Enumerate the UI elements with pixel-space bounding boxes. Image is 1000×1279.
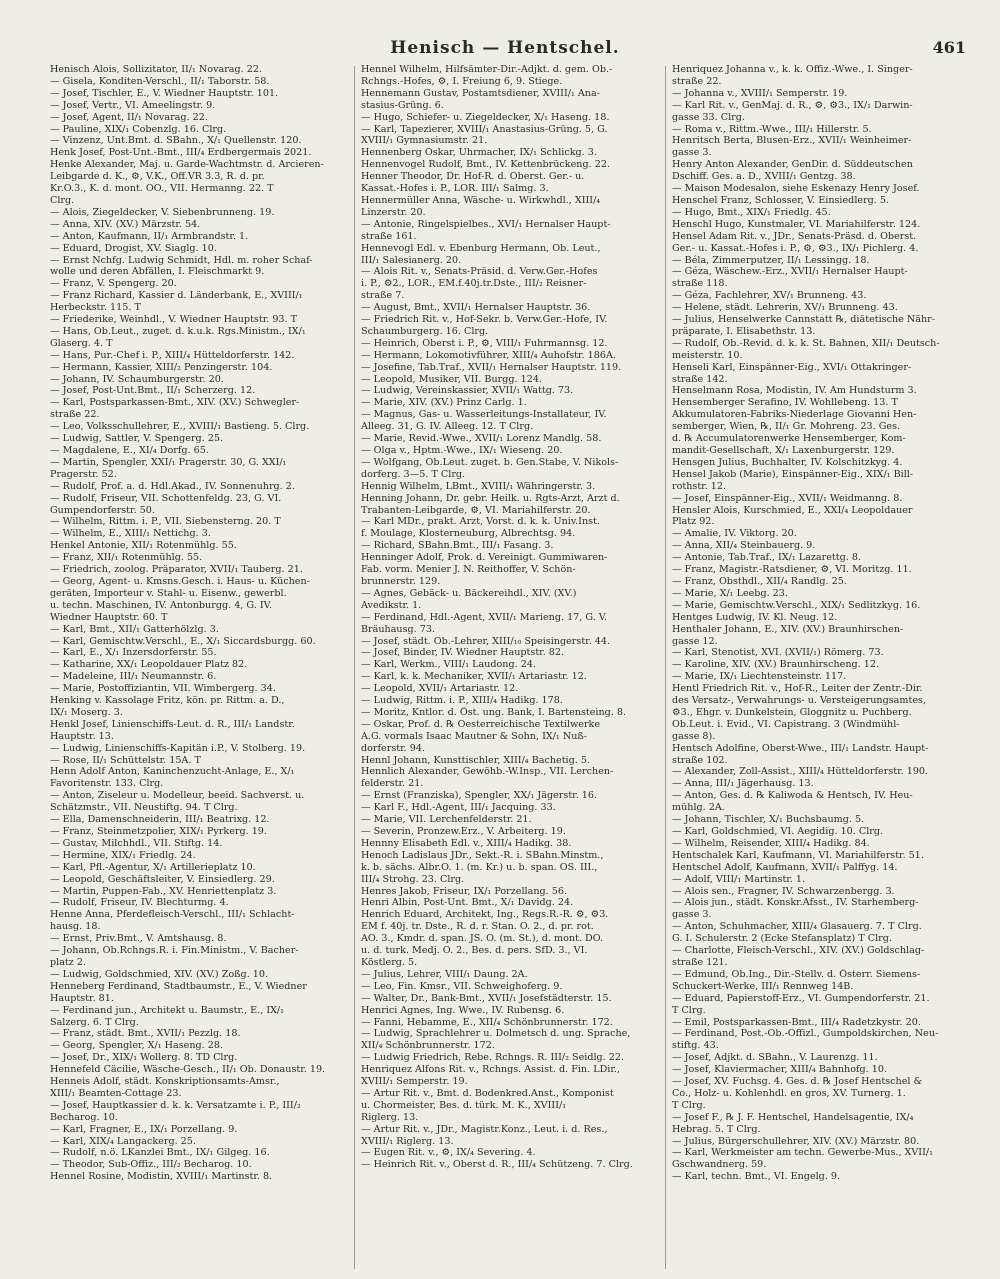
directory-entry-line: — Josef, städt. Ob.-Lehrer, XIII/₁₀ Speisingerstr. 44. <box>361 635 611 647</box>
directory-entry-line: — Julius, Lehrer, VIII/₁ Daung. 2A. <box>361 968 528 980</box>
directory-entry-line: — Josef, Klaviermacher, XIII/₄ Bahnhofg. 10. <box>672 1064 888 1076</box>
directory-entry-line: u. d. turk. Medj. O. 2., Bes. d. pers. SfD. 3., VI. <box>361 945 588 957</box>
directory-entry-line: — Alois sen., Fragner, IV. Schwarzenbergg. 3. <box>672 885 895 897</box>
directory-entry-line: — Rose, II/₁ Schüttelstr. 15A. T <box>50 754 201 766</box>
directory-entry-line: — Ferdinand jun., Architekt u. Baumstr., E., IX/₁ <box>50 1004 285 1016</box>
directory-entry-line: Henthaler Johann, E., XIV. (XV.) Braunhirschen- <box>672 623 904 635</box>
directory-entry-line: — Fanni, Hebamme, E., XII/₄ Schönbrunnerstr. 172. <box>361 1016 613 1028</box>
directory-entry-line: k. b. sächs. Albr.O. 1. (m. Kr.) u. b. span. OS. III., <box>361 861 598 873</box>
directory-entry-line: Kassat.-Hofes i. P., LOR. III/₁ Salmg. 3. <box>361 183 549 195</box>
directory-entry-line: — Hermine, XIX/₁ Friedlg. 24. <box>50 849 196 861</box>
directory-entry-line: III/₄ Strohg. 23. Clrg. <box>361 873 465 885</box>
directory-entry-line: — Marie, IX/₁ Liechtensteinstr. 117. <box>672 671 847 683</box>
directory-entry-line: Henseli Karl, Einspänner-Eig., XVI/₁ Ottakringer- <box>672 361 912 373</box>
directory-entry-line: — Josef, Vertr., VI. Ameelingstr. 9. <box>50 99 216 111</box>
directory-entry-line: straße 7. <box>361 290 405 302</box>
directory-entry-line: — Karl, Postsparkassen-Bmt., XIV. (XV.) Schwegler- <box>50 397 300 409</box>
directory-entry-line: — Anton, Schuhmacher, XIII/₄ Glasauerg. 7. T Clrg. <box>672 921 922 933</box>
directory-entry-line: — Franz, XII/₁ Rotenmühlg. 55. <box>50 552 203 564</box>
directory-entry-line: Hennermüller Anna, Wäsche- u. Wirkwhdl., XIII/₄ <box>361 194 601 206</box>
directory-entry-line: Avedikstr. 1. <box>361 599 422 611</box>
directory-entry-line: Favoritenstr. 133. Clrg. <box>50 778 164 790</box>
directory-entry-line: — Alois, Ziegeldecker, V. Siebenbrunneng. 19. <box>50 206 275 218</box>
column-divider <box>665 66 666 1269</box>
directory-entry-line: — Josef, XV. Fuchsg. 4. Ges. d. ℞ Josef Hentschel & <box>672 1076 923 1088</box>
directory-entry-line: — Johann, IV. Schaumburgerstr. 20. <box>50 373 224 385</box>
directory-entry-line: — Rudolf, Prof. a. d. Hdl.Akad., IV. Sonnenuhrg. 2. <box>50 480 295 492</box>
directory-entry-line: Becharog. 10. <box>50 1111 118 1123</box>
directory-entry-line: Pragerstr. 52. <box>50 468 117 480</box>
directory-entry-line: Hebrag. 5. T Clrg. <box>672 1123 761 1135</box>
directory-entry-line: Henk Josef, Post-Unt.-Bmt., III/₄ Erdbergermais 2021. <box>50 147 312 159</box>
directory-entry-line: Henne Anna, Pferdefleisch-Verschl., III/₁ Schlacht- <box>50 909 295 921</box>
directory-entry-line: — Moritz, Kntlor. d. Öst. ung. Bank, I. Bartensteing. 8. <box>361 706 627 718</box>
directory-entry-line: straße 161. <box>361 230 417 242</box>
directory-entry-line: — Anton, Kaufmann, II/₁ Armbrandstr. 1. <box>50 230 249 242</box>
directory-entry-line: — Georg, Spengler, X/₁ Haseng. 28. <box>50 1040 223 1052</box>
directory-entry-line: XVIII/₁ Riglerg. 13. <box>361 1135 454 1147</box>
column-divider <box>354 66 355 1269</box>
directory-entry-line: — Rudolf, Friseur, IV. Blechturmg. 4. <box>50 897 229 909</box>
directory-entry-line: XVIII/₁ Semperstr. 19. <box>361 1076 468 1088</box>
directory-entry-line: gasse 8). <box>672 730 716 742</box>
directory-entry-line: — Artur Rit. v., Bmt. d. Bodenkred.Anst., Komponist <box>361 1087 614 1099</box>
directory-entry-line: — Hans, Ob.Leut., zuget. d. k.u.k. Rgs.Ministm., IX/₁ <box>50 325 306 337</box>
directory-entry-line: — Maison Modesalon, siehe Eskenazy Henry Josef. <box>672 183 920 195</box>
directory-entry-line: felderstr. 21. <box>361 778 424 790</box>
directory-entry-line: — Johann, Ob.Rchngs.R. i. Fin.Ministm., V. Bacher- <box>50 945 299 957</box>
directory-entry-line: Henneis Adolf, städt. Konskriptionsamts-Amsr., <box>50 1076 280 1088</box>
directory-entry-line: straße 142. <box>672 373 728 385</box>
directory-entry-line: i. P., ⚙2., LOR., EM.f.40j.tr.Dste., III/₂ Reisner- <box>361 278 587 290</box>
directory-entry-line: — Ernst, Priv.Bmt., V. Amtshausg. 8. <box>50 933 227 945</box>
directory-entry-line: — Marie, Gemischtw.Verschl., XIX/₁ Sedlitzkyg. 16. <box>672 599 921 611</box>
directory-entry-line: — Walter, Dr., Bank-Bmt., XVII/₁ Josefstädterstr. 15. <box>361 992 612 1004</box>
directory-entry-line: — Anna, XIV. (XV.) Märzstr. 54. <box>50 218 201 230</box>
directory-entry-line: — Ludwig, Linienschiffs-Kapitän i.P., V. Stolberg. 19. <box>50 742 306 754</box>
directory-entry-line: — Heinrich Rit. v., Oberst d. R., III/₄ Schützeng. 7. Clrg. <box>361 1159 633 1171</box>
directory-entry-line: präparate, I. Elisabethstr. 13. <box>672 325 816 337</box>
directory-entry-line: — Amalie, IV. Viktorg. 20. <box>672 528 797 540</box>
directory-entry-line: — Eduard, Papierstoff-Erz., VI. Gumpendorferstr. 21. <box>672 992 930 1004</box>
directory-entry-line: — Franz, Steinmetzpolier, XIX/₁ Pyrkerg. 19. <box>50 826 267 837</box>
directory-entry-line: Henschl Hugo, Kunstmaler, VI. Mariahilferstr. 124. <box>672 218 921 230</box>
directory-entry-line: Henneberg Ferdinand, Stadtbaumstr., E., V. Wiedner <box>50 980 307 992</box>
directory-entry-line: Hentschel Adolf, Kaufmann, XVII/₁ Palffyg. 14. <box>672 861 898 873</box>
directory-entry-line: — Josef, Binder, IV. Wiedner Hauptstr. 82. <box>361 647 565 659</box>
directory-entry-line: — Richard, SBahn.Bmt., III/₁ Fasang. 3. <box>361 540 554 552</box>
directory-entry-line: straße 121. <box>672 956 728 968</box>
directory-entry-line: Schaumburgerg. 16. Clrg. <box>361 325 489 337</box>
directory-entry-line: Henrici Agnes, Ing. Wwe., IV. Rubensg. 6. <box>361 1004 565 1016</box>
directory-entry-line: dorferg. 3—5. T Clrg. <box>361 468 466 480</box>
directory-entry-line: — Friedrich Rit. v., Hof-Sekr. b. Verw.Ger.-Hofe, IV. <box>361 314 608 326</box>
directory-entry-line: Herbeckstr. 115. T <box>50 302 141 314</box>
directory-entry-line: geräten, Importeur v. Stahl- u. Eisenw., gewerbl. <box>50 587 287 599</box>
directory-entry-line: Henritsch Berta, Blusen-Erz., XVII/₁ Weinheimer- <box>672 135 912 147</box>
directory-entry-line: — Karl, Fragner, E., IX/₁ Porzellang. 9. <box>50 1123 238 1135</box>
directory-entry-line: Henriquez Johanna v., k. k. Offiz.-Wwe., I. Singer- <box>672 64 913 75</box>
directory-entry-line: — Josef, Tischler, E., V. Wiedner Hauptstr. 101. <box>50 87 279 99</box>
directory-entry-line: — Hugo, Schiefer- u. Ziegeldecker, X/₁ Haseng. 18. <box>361 111 610 123</box>
directory-entry-line: straße 102. <box>672 754 728 766</box>
directory-entry-line: — Leopold, XVII/₁ Artariastr. 12. <box>361 683 519 695</box>
directory-entry-line: Schuckert-Werke, III/₁ Rennweg 14B. <box>672 980 854 992</box>
directory-entry-line: — Gustav, Milchhdl., VII. Stiftg. 14. <box>50 837 223 849</box>
directory-entry-line: — Anton, Ges. d. ℞ Kaliwoda & Hentsch, IV. Heu- <box>672 790 913 802</box>
directory-entry-line: Henriquez Alfons Rit. v., Rchngs. Assist. d. Fin. LDir., <box>361 1064 620 1076</box>
directory-entry-line: — Eduard, Drogist, XV. Siaglg. 10. <box>50 242 217 254</box>
directory-entry-line: — Karl F., Hdl.-Agent, III/₁ Jacquing. 33. <box>361 802 556 814</box>
directory-entry-line: — Alois Rit. v., Senats-Präsid. d. Verw.Ger.-Hofes <box>361 266 598 278</box>
directory-entry-line: — Hermann, Kassier, XIII/₂ Penzingerstr. 104. <box>50 361 273 373</box>
directory-entry-line: — Eugen Rit. v., ⚙, IX/₄ Severing. 4. <box>361 1147 536 1159</box>
directory-entry-line: brunnerstr. 129. <box>361 575 441 587</box>
directory-entry-line: — Marie, XIV. (XV.) Prinz Carlg. 1. <box>361 397 527 409</box>
directory-entry-line: — Franz, V. Spengerg. 20. <box>50 278 177 290</box>
directory-entry-line: Hentl Friedrich Rit. v., Hof-R., Leiter der Zentr.-Dir. <box>672 683 923 695</box>
directory-entry-line: — Marie, VII. Lerchenfelderstr. 21. <box>361 814 532 826</box>
directory-entry-line: — Karl, Stenotist, XVI. (XVII/₁) Römerg. 73. <box>672 647 884 659</box>
directory-entry-line: — Ferdinand, Post.-Ob.-Offizl., Gumpoldskirchen, Neu- <box>672 1028 939 1040</box>
directory-entry-line: G. I. Schulerstr. 2 (Ecke Stefansplatz) T Clrg. <box>672 933 892 945</box>
directory-entry-line: Hensel Adam Rit. v., JDr., Senats-Präsd. d. Oberst. <box>672 230 917 242</box>
directory-entry-line: — Gisela, Konditen-Verschl., II/₁ Taborstr. 58. <box>50 75 270 87</box>
directory-entry-line: — Josef, Dr., XIX/₁ Wollerg. 8. TD Clrg. <box>50 1052 238 1064</box>
directory-entry-line: — Leo, Fin. Kmsr., VII. Schweighoferg. 9. <box>361 980 563 992</box>
directory-entry-line: Hennlich Alexander, Gewöhb.-W.Insp., VII. Lerchen- <box>361 766 614 778</box>
directory-entry-line: — Ella, Damenschneiderin, III/₁ Beatrixg. 12. <box>50 814 270 826</box>
directory-entry-line: Rchngs.-Hofes, ⚙, I. Freiung 6, 9. Stiege. <box>361 75 563 87</box>
directory-entry-line: — Karl, Gemischtw.Verschl., E., X/₁ Siccardsburgg. 60. <box>50 635 316 647</box>
directory-entry-line: Clrg. <box>50 194 75 206</box>
directory-entry-line: Hensemberger Serafino, IV. Wohllebeng. 13. T <box>672 397 898 409</box>
directory-entry-line: — Ludwig, Sprachlehrer u. Dolmetsch d. ung. Sprache, <box>361 1028 631 1040</box>
directory-entry-line: — Katharine, XX/₁ Leopoldauer Platz 82. <box>50 659 248 671</box>
directory-entry-line: Henselmann Rosa, Modistin, IV. Am Hundsturm 3. <box>672 385 917 397</box>
directory-entry-line: — Karl, Bmt., XII/₁ Gatterhölzlg. 3. <box>50 623 219 635</box>
directory-entry-line: Henning Johann, Dr. gebr. Heilk. u. Rgts-Arzt, Arzt d. <box>361 492 620 504</box>
directory-entry-line: Kr.O.3., K. d. mont. OO., VII. Hermanng. 22. T <box>50 183 274 195</box>
directory-entry-line: Henkel Antonie, XII/₁ Rotenmühlg. 55. <box>50 540 237 552</box>
directory-entry-line: XIII/₁ Beamten-Cottage 23. <box>50 1087 182 1099</box>
directory-entry-line: d. ℞ Accumulatorenwerke Hensemberger, Kom- <box>672 433 906 445</box>
directory-entry-line: — Rudolf, Friseur, VII. Schottenfeldg. 23, G. VI. <box>50 492 282 504</box>
page-header <box>40 38 970 64</box>
directory-entry-line: Riglerg. 13. <box>361 1111 419 1123</box>
directory-entry-line: — Franz, Magistr.-Ratsdiener, ⚙, VI. Moritzg. 11. <box>672 564 912 576</box>
directory-entry-line: mühlg. 2A. <box>672 802 725 814</box>
directory-entry-line: — Anna, III/₁ Jägerhausg. 13. <box>672 778 814 790</box>
directory-entry-line: — Alois jun., städt. Konskr.Afsst., IV. Starhemberg- <box>672 897 919 909</box>
directory-entry-line: — Karl, Werkmeister am techn. Gewerbe-Mus., XVII/₁ <box>672 1147 933 1159</box>
directory-entry-line: — Karl, Pfl.-Agentur, X/₁ Artillerieplatz 10. <box>50 861 256 873</box>
directory-entry-line: — August, Bmt., XVII/₁ Hernalser Hauptstr. 36. <box>361 302 591 314</box>
directory-entry-line: Henschel Franz, Schlosser, V. Einsiedlerg. 5. <box>672 194 890 206</box>
directory-entry-line: — Hermann, Lokomotivführer, XIII/₄ Auhofstr. 186A. <box>361 349 616 361</box>
directory-entry-line: Henrich Eduard, Architekt, Ing., Regs.R.-R. ⚙, ⚙3. <box>361 909 609 921</box>
directory-entry-line: Hennel Wilhelm, Hilfsämter-Dir.-Adjkt. d. gem. Ob.- <box>361 64 613 75</box>
directory-entry-line: Henri Albin, Post-Unt. Bmt., X/₁ Davidg. 24. <box>361 897 574 909</box>
directory-entry-line: — Karoline, XIV. (XV.) Braunhirscheng. 12. <box>672 659 879 671</box>
directory-entry-line: — Josef, Einspänner-Eig., XVII/₁ Weidmanng. 8. <box>672 492 903 504</box>
directory-entry-line: Ob.Leut. i. Evid., VI. Capistrang. 3 (Windmühl- <box>672 718 900 730</box>
directory-entry-line: u. Chormeister, Bes. d. türk. M. K., XVIII/₁ <box>361 1099 567 1111</box>
directory-entry-line: — Rudolf, Ob.-Revid. d. k. k. St. Bahnen, XII/₁ Deutsch- <box>672 337 940 349</box>
directory-entry-line: Hensgen Julius, Buchhalter, IV. Kolschitzkyg. 4. <box>672 456 903 468</box>
directory-entry-line: — Antonie, Tab.Traf., IX/₁ Lazarettg. 8. <box>672 552 862 564</box>
directory-entry-line: Hauptstr. 13. <box>50 730 114 742</box>
directory-entry-line: — Franz, Obsthdl., XII/₄ Randlg. 25. <box>672 575 847 587</box>
directory-entry-line: III/₁ Salesianerg. 20. <box>361 254 462 266</box>
directory-entry-line: — Artur Rit. v., JDr., Magistr.Konz., Leut. i. d. Res., <box>361 1123 608 1135</box>
column-2 <box>361 64 659 1269</box>
directory-entry-line: stasius-Grüng. 6. <box>361 99 444 111</box>
page-title: Henisch — Hentschel. <box>390 38 620 58</box>
directory-entry-line: Hennenvogel Rudolf, Bmt., IV. Kettenbrückeng. 22. <box>361 159 610 171</box>
directory-entry-line: T Clrg. <box>672 1099 706 1111</box>
directory-entry-line: Henn Adolf Anton, Kaninchenzucht-Anlage, E., X/₁ <box>50 766 295 778</box>
directory-entry-line: — Edmund, Ob.Ing., Dir.-Stellv. d. Österr. Siemens- <box>672 968 921 980</box>
directory-entry-line: straße 22. <box>50 409 100 421</box>
directory-entry-line: — Karl, k. k. Mechaniker, XVII/₁ Artariastr. 12. <box>361 671 587 683</box>
directory-entry-line: — Johann, Tischler, X/₁ Buchsbaumg. 5. <box>672 814 865 826</box>
directory-entry-line: Gumpendorferstr. 50. <box>50 504 155 516</box>
directory-entry-line: — Alexander, Zoll-Assist., XIII/₄ Hütteldorferstr. 190. <box>672 766 929 778</box>
column-3 <box>672 64 970 1269</box>
directory-entry-line: — Julius, Bürgerschullehrer, XIV. (XV.) Märzstr. 80. <box>672 1135 920 1147</box>
directory-entry-line: Henke Alexander, Maj. u. Garde-Wachtmstr. d. Arcieren- <box>50 159 324 171</box>
directory-entry-line: — Franz, städt. Bmt., XVII/₁ Pezzlg. 18. <box>50 1028 241 1040</box>
directory-entry-line: gasse 3. <box>672 909 712 921</box>
directory-entry-line: — Karl, Werkm., VIII/₁ Laudong. 24. <box>361 659 536 671</box>
directory-entry-line: — Josefine, Tab.Traf., XVII/₁ Hernalser Hauptstr. 119. <box>361 361 622 373</box>
directory-entry-line: Schätzmstr., VII. Neustiftg. 94. T Clrg. <box>50 802 238 814</box>
directory-entry-line: Glaserg. 4. T <box>50 337 113 349</box>
directory-entry-line: Hentsch Adolfine, Oberst-Wwe., III/₁ Landstr. Haupt- <box>672 742 929 754</box>
directory-entry-line: — Georg, Agent- u. Kmsns.Gesch. i. Haus- u. Küchen- <box>50 575 310 587</box>
directory-entry-line: — Ludwig Friedrich, Rebe. Rchngs. R. III/₂ Seidlg. 22. <box>361 1052 625 1064</box>
directory-entry-line: Henkl Josef, Linienschiffs-Leut. d. R., III/₁ Landstr. <box>50 718 295 730</box>
directory-entry-line: — Géza, Wäschew.-Erz., XVII/₁ Hernalser Haupt- <box>672 266 908 278</box>
directory-entry-line: straße 22. <box>672 75 722 87</box>
directory-entry-line: — Ferdinand, Hdl.-Agent, XVII/₁ Marieng. 17, G. V. <box>361 611 608 623</box>
directory-entry-line: — Wolfgang, Ob.Leut. zuget. b. Gen.Stabe, V. Nikols- <box>361 456 619 468</box>
directory-entry-line: — Heinrich, Oberst i. P., ⚙, VIII/₁ Fuhrmannsg. 12. <box>361 337 608 349</box>
directory-entry-line: Salzerg. 6. T Clrg. <box>50 1016 139 1028</box>
directory-entry-line: — Leo, Volksschullehrer, E., XVIII/₁ Bastieng. 5. Clrg. <box>50 421 310 433</box>
directory-entry-line: Henisch Alois, Sollizitator, II/₁ Novarag. 22. <box>50 64 263 75</box>
directory-entry-line: Hennefeld Cäcilie, Wäsche-Gesch., II/₁ Ob. Donaustr. 19. <box>50 1064 326 1076</box>
directory-entry-line: Hennevogl Edl. v. Ebenburg Hermann, Ob. Leut., <box>361 242 601 254</box>
directory-entry-line: AO. 3., Kmdr. d. span. JS. O. (m. St.), d. mont. DO. <box>361 933 604 945</box>
directory-entry-line: XVIII/₁ Gymnasiumstr. 21. <box>361 135 488 147</box>
directory-entry-line: — Marie, Revid.-Wwe., XVII/₁ Lorenz Mandlg. 58. <box>361 433 602 445</box>
directory-entry-line: T Clrg. <box>672 1004 706 1016</box>
directory-entry-line: u. techn. Maschinen, IV. Antonburgg. 4, G. IV. <box>50 599 272 611</box>
directory-entry-line: — Oskar, Prof. d. ℞ Oesterreichische Textilwerke <box>361 718 601 730</box>
directory-entry-line: gasse 3. <box>672 147 712 159</box>
directory-entry-line: Hennig Wilhelm, LBmt., XVIII/₁ Währingerstr. 3. <box>361 480 596 492</box>
directory-entry-line: rothstr. 12. <box>672 480 727 492</box>
directory-entry-line: gasse 33. Clrg. <box>672 111 745 123</box>
directory-entry-line: mandit-Gesellschaft, X/₁ Laxenburgerstr. 129. <box>672 445 895 456</box>
directory-entry-line: Hentges Ludwig, IV. Kl. Neug. 12. <box>672 611 838 623</box>
directory-entry-line: Alleeg. 31, G. IV. Alleeg. 12. T Clrg. <box>361 421 534 433</box>
directory-entry-line: — Roma v., Rittm.-Wwe., III/₁ Hillerstr. 5. <box>672 123 872 135</box>
directory-entry-line: Wiedner Hauptstr. 60. T <box>50 611 168 623</box>
directory-entry-line: — Leopold, Musiker, VII. Burgg. 124. <box>361 373 542 385</box>
directory-entry-line: EM f. 40j. tr. Dste., R. d. r. Stan. O. 2., d. pr. rot. <box>361 921 594 933</box>
directory-entry-line: — Vinzenz, Unt.Bmt. d. SBahn., X/₁ Quellenstr. 120. <box>50 135 302 147</box>
directory-entry-line: des Versatz-, Verwahrungs- u. Versteigerungsamtes, <box>672 695 926 707</box>
directory-entry-line: — Josef, Agent, II/₁ Novarag. 22. <box>50 111 208 123</box>
directory-entry-line: Trabanten-Leibgarde, ⚙, VI. Mariahilferstr. 20. <box>361 504 591 516</box>
directory-entry-line: — Adolf, VIII/₁ Martinstr. 1. <box>672 873 806 885</box>
directory-entry-line: semberger, Wien, ℞, II/₁ Gr. Mohreng. 23. Ges. <box>672 421 901 433</box>
directory-entry-line: gasse 12. <box>672 635 718 647</box>
directory-entry-line: — Friedrich, zoolog. Präparator, XVII/₁ Tauberg. 21. <box>50 564 303 576</box>
directory-entry-line: — Josef, Hauptkassier d. k. k. Versatzamte i. P., III/₂ <box>50 1099 301 1111</box>
directory-entry-line: — Marie, Postoffiziantin, VII. Wimbergerg. 34. <box>50 683 276 695</box>
directory-entry-line: — Karl, techn. Bmt., VI. Engelg. 9. <box>672 1171 841 1183</box>
directory-entry-line: — Karl, XIX/₄ Langackerg. 25. <box>50 1135 196 1147</box>
directory-entry-line: Leibgarde d. K., ⚙, V.K., Off.VR 3.3, R. d. pr. <box>50 171 265 183</box>
directory-entry-line: Henres Jakob, Friseur, IX/₁ Porzellang. 56. <box>361 885 568 897</box>
directory-entry-line: — Karl, E., X/₁ Inzersdorferstr. 55. <box>50 647 217 659</box>
directory-entry-line: Hauptstr. 81. <box>50 992 114 1004</box>
directory-entry-line: Köstlerg. 5. <box>361 956 418 968</box>
directory-entry-line: — Emil, Postsparkassen-Bmt., III/₄ Radetzkystr. 20. <box>672 1016 921 1028</box>
directory-entry-line: Hennny Elisabeth Edl. v., XIII/₄ Hadikg. 38. <box>361 837 572 849</box>
directory-entry-line: — Wilhelm, Rittm. i. P., VII. Siebensterng. 20. T <box>50 516 281 528</box>
directory-entry-line: — Karl, Goldschmied, VI. Aegidig. 10. Clrg. <box>672 826 884 837</box>
directory-entry-line: — Theodor, Sub-Offiz., III/₂ Becharog. 10. <box>50 1159 252 1171</box>
directory-entry-line: wolle und deren Abfällen, I. Fleischmarkt 9. <box>50 266 265 278</box>
directory-entry-line: — Friederike, Weinhdl., V. Wiedner Hauptstr. 93. T <box>50 314 298 326</box>
directory-entry-line: — Severin, Pronzew.Erz., V. Arbeiterg. 19. <box>361 826 566 837</box>
directory-entry-line: — Julius, Henselwerke Cannstatt ℞, diätetische Nähr- <box>672 314 935 326</box>
directory-entry-line: — Magdalene, E., XI/₄ Dorfg. 65. <box>50 445 209 456</box>
directory-entry-line: Dschiff. Ges. a. D., XVIII/₁ Gentzg. 38. <box>672 171 856 183</box>
directory-entry-line: — Franz Richard, Kassier d. Länderbank, E., XVIII/₁ <box>50 290 303 302</box>
directory-entry-line: — Charlotte, Fleisch-Verschl., XIV. (XV.) Goldschlag- <box>672 945 925 957</box>
directory-entry-line: meisterstr. 10. <box>672 349 743 361</box>
directory-entry-line: Henner Theodor, Dr. Hof-R. d. Oberst. Ger.- u. <box>361 171 585 183</box>
directory-entry-line: — Ludwig, Goldschmied, XIV. (XV.) Zoßg. 10. <box>50 968 269 980</box>
directory-entry-line: Fab. vorm. Menier J. N. Reithoffer, V. Schön- <box>361 564 576 576</box>
directory-entry-line: IX/₁ Moserg. 3. <box>50 706 123 718</box>
directory-entry-line: XII/₄ Schönbrunnerstr. 172. <box>361 1040 495 1052</box>
directory-entry-line: Hennl Johann, Kunsttischler, XIII/₄ Bachetig. 5. <box>361 754 591 766</box>
directory-entry-line: — Josef, Post-Unt.Bmt., II/₁ Scherzerg. 12. <box>50 385 256 397</box>
directory-entry-line: Linzerstr. 20. <box>361 206 426 218</box>
directory-entry-line: Henry Anton Alexander, GenDir. d. Süddeutschen <box>672 159 913 171</box>
directory-entry-line: Platz 92. <box>672 516 715 528</box>
column-1 <box>50 64 348 1269</box>
directory-entry-line: — Anton, Ziseleur u. Modelleur, beeid. Sachverst. u. <box>50 790 305 802</box>
directory-entry-line: — Pauline, XIX/₁ Cobenzlg. 16. Clrg. <box>50 123 227 135</box>
directory-entry-line: Hennel Rosine, Modistin, XVIII/₁ Martinstr. 8. <box>50 1171 273 1183</box>
directory-entry-line: Gschwandnerg. 59. <box>672 1159 767 1171</box>
directory-entry-line: — Ernst (Franziska), Spengler, XX/₁ Jägerstr. 16. <box>361 790 598 802</box>
directory-entry-line: — Martin, Puppen-Fab., XV. Henriettenplatz 3. <box>50 885 277 897</box>
directory-entry-line: — Madeleine, III/₁ Neumannstr. 6. <box>50 671 217 683</box>
directory-entry-line: — Ludwig, Vereinskassier, XVII/₁ Wattg. 73. <box>361 385 574 397</box>
directory-entry-line: — Martin, Spengler, XXI/₁ Pragerstr. 30, G. XXI/₁ <box>50 456 287 468</box>
directory-entry-line: — Ludwig, Sattler, V. Spengerg. 25. <box>50 433 224 445</box>
directory-entry-line: — Johanna v., XVIII/₁ Semperstr. 19. <box>672 87 848 99</box>
directory-entry-line: Hensler Alois, Kurschmied, E., XXI/₄ Leopoldauer <box>672 504 913 516</box>
directory-entry-line: hausg. 18. <box>50 921 101 933</box>
directory-entry-line: — Agnes, Gebäck- u. Bäckereihdl., XIV. (XV.) <box>361 587 577 599</box>
directory-entry-line: f. Moulage, Klosterneuburg, Albrechtsg. 94. <box>361 528 576 540</box>
directory-entry-line: — Wilhelm, Reisender, XIII/₄ Hadikg. 84. <box>672 837 870 849</box>
directory-entry-line: Ger.- u. Kassat.-Hofes i. P., ⚙, ⚙3., IX/₁ Pichlerg. 4. <box>672 242 919 254</box>
directory-entry-line: straße 118. <box>672 278 728 290</box>
directory-entry-line: Henoch Ladislaus JDr., Sekt.-R. i. SBahn.Minstm., <box>361 849 604 861</box>
directory-entry-line: — Magnus, Gas- u. Wasserleitungs-Installateur, IV. <box>361 409 607 421</box>
directory-entry-line: Henninger Adolf, Prok. d. Vereinigt. Gummiwaren- <box>361 552 608 564</box>
directory-entry-line: ⚙3., Ehgr. v. Dunkelstein, Gloggnitz u. Puchberg. <box>672 706 912 718</box>
directory-entry-line: stiftg. 43. <box>672 1040 719 1052</box>
directory-entry-line: — Hans, Pur.-Chef i. P., XIII/₄ Hütteldorferstr. 142. <box>50 349 295 361</box>
directory-entry-line: — Karl MDr., prakt. Arzt, Vorst. d. k. k. Univ.Inst. <box>361 516 600 528</box>
directory-columns <box>50 64 970 1269</box>
directory-entry-line: — Helene, städt. Lehrerin, XV/₁ Brunneng. 43. <box>672 302 898 314</box>
directory-entry-line: A.G. vormals Isaac Mautner & Sohn, IX/₁ Nuß- <box>361 730 588 742</box>
directory-entry-line: — Wilhelm, E., XIII/₁ Nettichg. 3. <box>50 528 211 540</box>
directory-entry-line: — Ernst Nchfg. Ludwig Schmidt, Hdl. m. roher Schaf- <box>50 254 313 266</box>
directory-entry-line: — Géza, Fachlehrer, XV/₁ Brunneng. 43. <box>672 290 867 302</box>
directory-entry-line: Hennemann Gustav, Postamtsdiener, XVIII/₁ Ana- <box>361 87 600 99</box>
directory-entry-line: Hennenberg Oskar, Uhrmacher, IX/₁ Schlickg. 3. <box>361 147 597 159</box>
directory-entry-line: Hentschalek Karl, Kaufmann, VI. Mariahilferstr. 51. <box>672 849 924 861</box>
directory-entry-line: dorferstr. 94. <box>361 742 425 754</box>
directory-entry-line: — Hugo, Bmt., XIX/₁ Friedlg. 45. <box>672 206 831 218</box>
directory-entry-line: — Leopold, Geschäftsleiter, V. Einsiedlerg. 29. <box>50 873 275 885</box>
directory-entry-line: — Karl Rit. v., GenMaj. d. R., ⚙, ⚙3., IX/₁ Darwin- <box>672 99 913 111</box>
directory-entry-line: — Béla, Zimmerputzer, II/₁ Lessingg. 18. <box>672 254 870 266</box>
directory-entry-line: — Josef, Adjkt. d. SBahn., V. Laurenzg. 11. <box>672 1052 878 1064</box>
directory-entry-line: — Marie, X/₁ Leebg. 23. <box>672 587 788 599</box>
directory-entry-line: platz 2. <box>50 956 87 968</box>
directory-entry-line: — Karl, Tapezierer, XVIII/₁ Anastasius-Grüng. 5, G. <box>361 123 608 135</box>
directory-entry-line: — Josef F., ℞ J. F. Hentschel, Handelsagentie, IX/₄ <box>672 1111 914 1123</box>
directory-entry-line: Hensel Jakob (Marie), Einspänner-Eig., XIX/₁ Bill- <box>672 468 914 480</box>
page-number: 461 <box>932 38 966 57</box>
directory-entry-line: — Rudolf, n.ö. LKanzlei Bmt., IX/₁ Gilgeg. 16. <box>50 1147 270 1159</box>
directory-entry-line: — Olga v., Hptm.-Wwe., IX/₁ Wieseng. 20. <box>361 445 563 456</box>
directory-entry-line: — Antonie, Ringelspielbes., XVI/₁ Hernalser Haupt- <box>361 218 611 230</box>
directory-entry-line: — Anna, XII/₄ Steinbauerg. 9. <box>672 540 816 552</box>
directory-entry-line: Henking v. Kassolage Fritz, kön. pr. Rittm. a. D., <box>50 695 285 707</box>
directory-entry-line: Akkumulatoren-Fabriks-Niederlage Giovanni Hen- <box>672 409 917 421</box>
directory-entry-line: Co., Holz- u. Kohlenhdl. en gros, XV. Turnerg. 1. <box>672 1087 906 1099</box>
directory-entry-line: Bräuhausg. 73. <box>361 623 436 635</box>
directory-entry-line: — Ludwig, Rittm. i. P., XIII/₄ Hadikg. 178. <box>361 695 563 707</box>
